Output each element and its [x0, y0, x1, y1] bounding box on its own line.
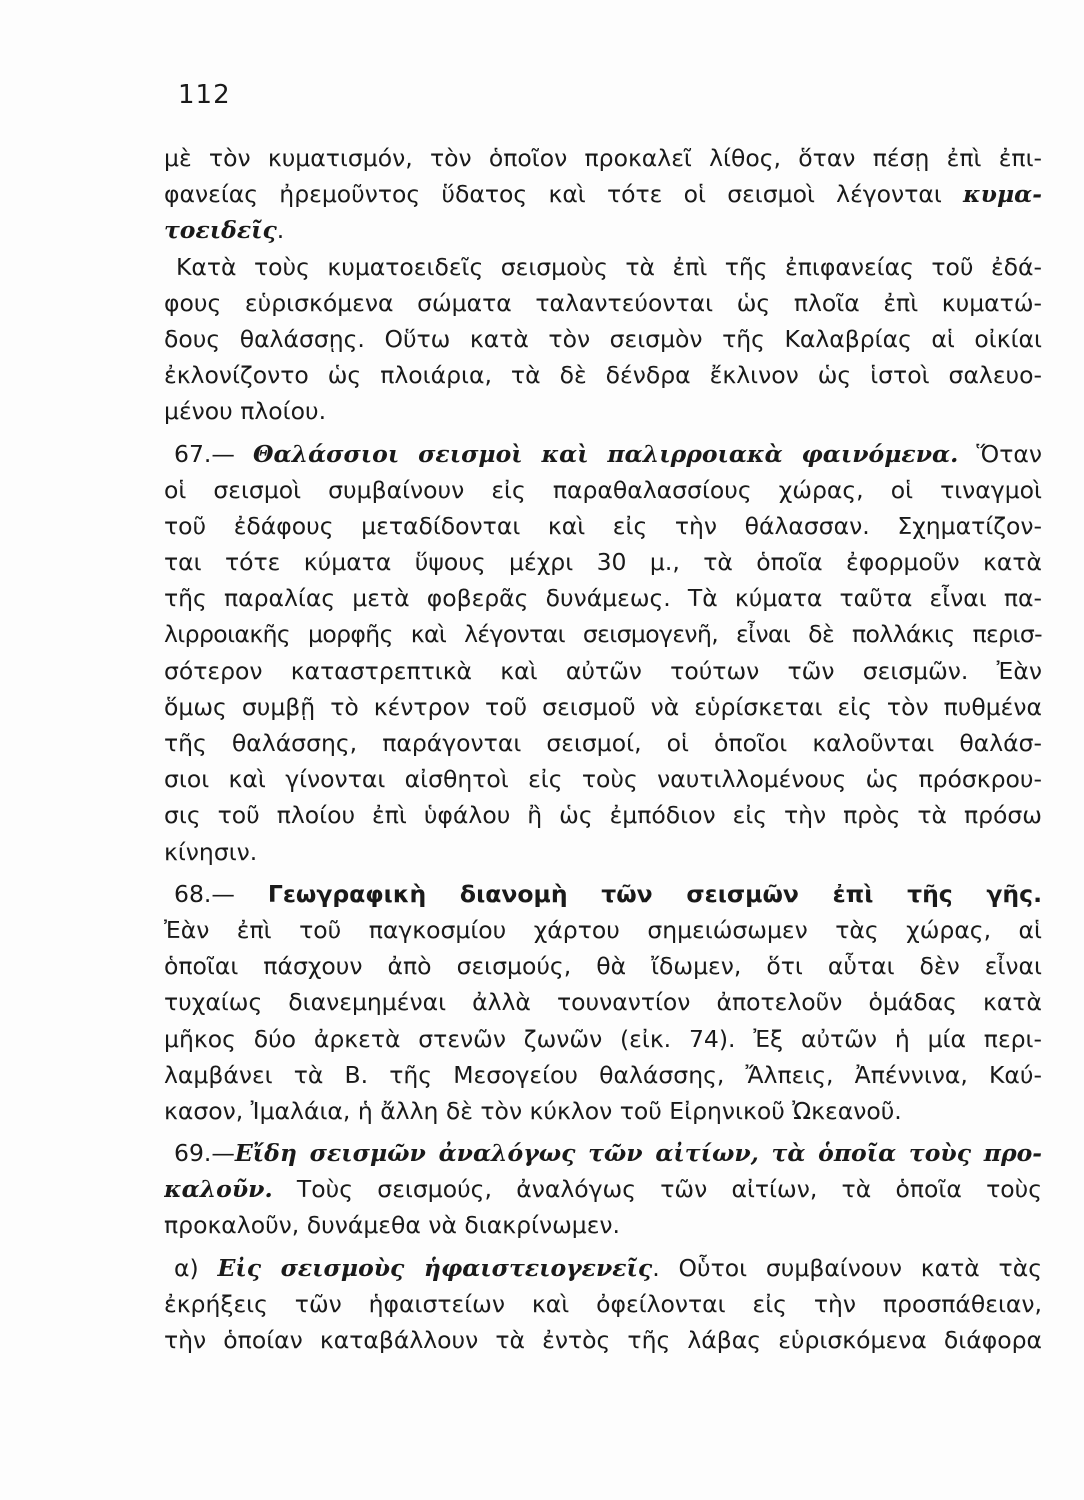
section-heading: Γεωγραφικὴ διανομὴ τῶν σεισμῶν ἐπὶ τῆς γῆς. [267, 879, 1042, 908]
text-line: λιρροιακῆς μορφῆς καὶ λέγονται σεισμογενῆ, εἶναι δὲ πολλάκις περισ- [164, 620, 1042, 649]
text-line: κίνησιν. [164, 837, 258, 866]
text-line: τὴν ὁποίαν καταβάλλουν τὰ ἐντὸς τῆς λάβας εὑρισκόμενα διάφορα [164, 1326, 1042, 1354]
text-line: λαμβάνει τὰ Β. τῆς Μεσογείου θαλάσσης, Ἄλπεις, Ἀπέννινα, Καύ- [164, 1060, 1042, 1089]
text-line: προκαλοῦν, δυνάμεθα νὰ διακρίνωμεν. [164, 1211, 621, 1240]
text-line: τοῦ ἐδάφους μεταδίδονται καὶ εἰς τὴν θάλασσαν. Σχηματίζον- [164, 511, 1042, 540]
text-line: φους εὑρισκόμενα σώματα ταλαντεύονται ὡς πλοῖα ἐπὶ κυματώ- [164, 288, 1042, 317]
text-line [164, 176, 1042, 212]
section-number: 68.— [174, 879, 268, 908]
section-heading-line [164, 1135, 1042, 1171]
section-number: 69.— [174, 1139, 235, 1168]
text-line: ὅμως συμβῇ τὸ κέντρον τοῦ σεισμοῦ νὰ εὑρίσκεται εἰς τὸν πυθμένα [164, 692, 1042, 721]
term-kymatoeideis-end: τοειδεῖς [164, 216, 277, 245]
section-number: 67.— [174, 439, 254, 468]
section-heading: Εἴδη σεισμῶν ἀναλόγως τῶν αἰτίων, τὰ ὁποῖα τοὺς προ- [234, 1139, 1042, 1168]
text-run: Τοὺς σεισμούς, ἀναλόγως τῶν αἰτίων, τὰ ὁποῖα τοὺς [272, 1175, 1042, 1204]
section-68 [164, 876, 1042, 1129]
text-line: τῆς θαλάσσης, παράγονται σεισμοί, οἱ ὁποῖοι καλοῦνται θαλάσ- [164, 729, 1042, 757]
text-line: ἐκλονίζοντο ὡς πλοιάρια, τὰ δὲ δένδρα ἔκλινον ὡς ἱστοὶ σαλευο- [164, 361, 1042, 390]
text-run: . Οὗτοι συμβαίνουν κατὰ τὰς [652, 1253, 1042, 1282]
page-number: 112 [178, 80, 231, 110]
subsection-label: α) [174, 1253, 218, 1282]
section-69 [164, 1135, 1042, 1244]
text-line: Ἐὰν ἐπὶ τοῦ παγκοσμίου χάρτου σημειώσωμεν τὰς χώρας, αἱ [164, 915, 1042, 944]
section-heading-line [164, 436, 1042, 472]
section-heading: Θαλάσσιοι σεισμοὶ καὶ παλιρροιακὰ φαινόμενα. [253, 439, 959, 468]
paragraph-continuation [164, 140, 1042, 249]
text-line: δους θαλάσσῃς. Οὕτω κατὰ τὸν σεισμὸν τῆς Καλαβρίας αἱ οἰκίαι [164, 324, 1042, 353]
term-kymatoeideis: κυμα- [963, 180, 1042, 209]
text-line: Κατὰ τοὺς κυματοειδεῖς σεισμοὺς τὰ ἐπὶ τῆς ἐπιφανείας τοῦ ἐδά- [176, 252, 1042, 281]
text-line: μῆκος δύο ἀρκετὰ στενῶν ζωνῶν (εἰκ. 74). Ἐξ αὐτῶν ἡ μία περι- [164, 1024, 1042, 1053]
text-line: μὲ τὸν κυματισμόν, τὸν ὁποῖον προκαλεῖ λίθος, ὅταν πέσῃ ἐπὶ ἐπι- [164, 144, 1042, 172]
text-line: τυχαίως διανεμημέναι ἀλλὰ τουναντίον ἀποτελοῦν ὁμάδας κατὰ [164, 988, 1042, 1017]
text-line: ὁποῖαι πάσχουν ἀπὸ σεισμούς, θὰ ἴδωμεν, ὅτι αὗται δὲν εἶναι [164, 952, 1042, 981]
text-line: οἱ σεισμοὶ συμβαίνουν εἰς παραθαλασσίους χώρας, οἱ τιναγμοὶ [164, 475, 1042, 504]
section-heading-end: καλοῦν. [164, 1175, 273, 1204]
section-heading-line [164, 876, 1042, 912]
text-line: σιοι καὶ γίνονται αἰσθητοὶ εἰς τοὺς ναυτιλλομένους ὡς πρόσκρου- [164, 765, 1042, 794]
text-line [164, 212, 1042, 248]
paragraph-kymatoeideis-body [164, 285, 1042, 430]
text-run: . [276, 216, 285, 245]
text-run: Ὅταν [958, 439, 1042, 468]
body-text [164, 140, 1042, 1358]
section-67 [164, 436, 1042, 870]
text-line: κασον, Ἰμαλάια, ἡ ἄλλη δὲ τὸν κύκλον τοῦ Εἰρηνικοῦ Ὠκεανοῦ. [164, 1096, 902, 1125]
text-line [164, 1171, 1042, 1207]
text-line: ἐκρήξεις τῶν ἡφαιστείων καὶ ὀφείλονται εἰς τὴν προσπάθειαν, [164, 1289, 1042, 1318]
text-run: φανείας ἠρεμοῦντος ὕδατος καὶ τότε οἱ σεισμοὶ λέγονται [164, 180, 964, 209]
text-line: σις τοῦ πλοίου ἐπὶ ὑφάλου ἢ ὡς ἐμπόδιον εἰς τὴν πρὸς τὰ πρόσω [164, 801, 1042, 830]
text-line: τῆς παραλίας μετὰ φοβερᾶς δυνάμεως. Τὰ κύματα ταῦτα εἶναι πα- [164, 584, 1042, 613]
text-line: ται τότε κύματα ὕψους μέχρι 30 μ., τὰ ὁποῖα ἐφορμοῦν κατὰ [164, 548, 1042, 577]
paragraph-kymatoeideis [164, 249, 1042, 285]
text-line: μένου πλοίου. [164, 397, 327, 426]
subsection-heading: Εἰς σεισμοὺς ἡφαιστειογενεῖς [217, 1253, 653, 1282]
subsection-a [164, 1250, 1042, 1359]
subsection-heading-line [164, 1250, 1042, 1286]
text-line: σότερον καταστρεπτικὰ καὶ αὐτῶν τούτων τῶν σεισμῶν. Ἐὰν [164, 656, 1042, 685]
